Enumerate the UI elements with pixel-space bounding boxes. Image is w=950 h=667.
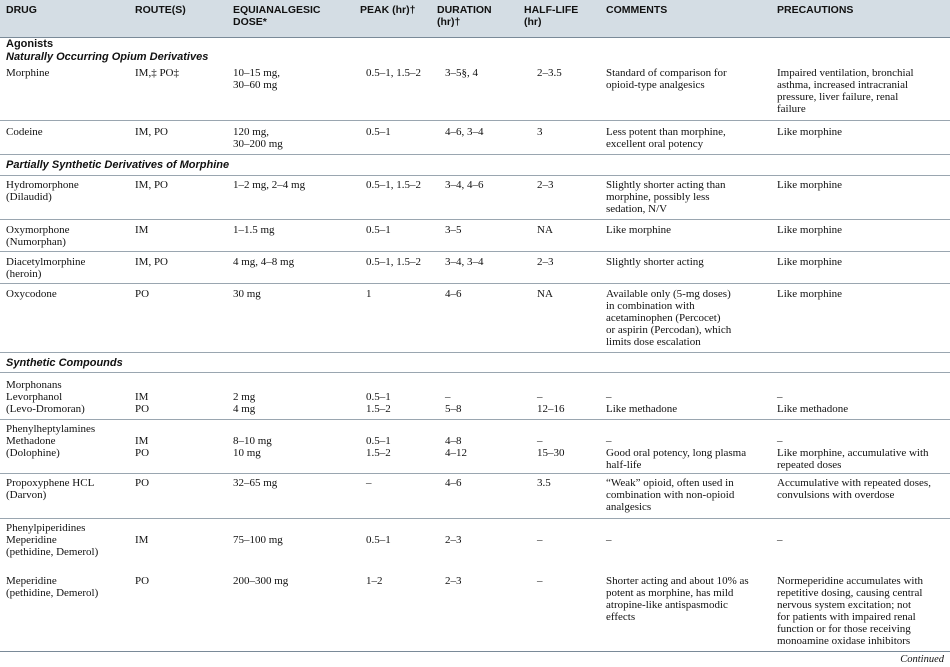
cell-comments: Like morphine xyxy=(606,224,672,236)
cell-duration: 3–5 xyxy=(445,224,462,236)
header-drug: DRUG xyxy=(6,4,37,16)
header-comments: COMMENTS xyxy=(606,4,668,16)
section-agonists: Agonists xyxy=(6,38,54,50)
header-routes: ROUTE(S) xyxy=(135,4,186,16)
cell-precautions: Like morphine xyxy=(777,126,843,138)
cell-dose: 200–300 mg xyxy=(233,575,289,587)
cell-precautions: Accumulative with repeated doses, convulsions with overdose xyxy=(777,477,931,501)
cell-comments: “Weak” opioid, often used in combination with non-opioid analgesics xyxy=(606,477,735,513)
cell-drug: Hydromorphone (Dilaudid) xyxy=(6,179,79,203)
cell-precautions: Normeperidine accumulates with repetitive dosing, causing central nervous system excitation; not for patients with impaired renal function or for those receiving monoamine oxidase inhibitors xyxy=(777,575,924,647)
cell-halflife: NA xyxy=(537,288,553,300)
cell-dose: 120 mg, 30–200 mg xyxy=(233,126,283,150)
cell-routes: IM PO xyxy=(135,391,150,415)
section-natural: Naturally Occurring Opium Derivatives xyxy=(6,51,209,63)
cell-dose: 2 mg 4 mg xyxy=(233,391,256,415)
cell-dose: 8–10 mg 10 mg xyxy=(233,435,272,459)
cell-comments: – Good oral potency, long plasma half-life xyxy=(606,435,747,471)
cell-routes: PO xyxy=(135,575,150,587)
header-precautions: PRECAUTIONS xyxy=(777,4,854,16)
cell-drug: Oxymorphone (Numorphan) xyxy=(6,224,70,248)
header-duration: DURATION (hr)† xyxy=(437,4,492,28)
cell-drug: Morphine xyxy=(6,67,50,79)
section-partial: Partially Synthetic Derivatives of Morphine xyxy=(6,159,230,171)
cell-precautions: Like morphine xyxy=(777,224,843,236)
cell-drug: Phenylheptylamines Methadone (Dolophine) xyxy=(6,423,96,459)
cell-routes: PO xyxy=(135,288,150,300)
continued-label: Continued xyxy=(900,654,944,665)
cell-halflife: 3 xyxy=(537,126,543,138)
cell-peak: – xyxy=(366,477,372,489)
cell-routes: IM, PO xyxy=(135,256,169,268)
cell-halflife: NA xyxy=(537,224,553,236)
cell-routes: IM PO xyxy=(135,435,150,459)
cell-duration: 2–3 xyxy=(445,534,462,546)
cell-precautions: – Like morphine, accumulative with repeated doses xyxy=(777,435,929,471)
cell-duration: 2–3 xyxy=(445,575,462,587)
cell-duration: 4–6 xyxy=(445,288,462,300)
cell-duration: 4–6, 3–4 xyxy=(445,126,484,138)
cell-dose: 10–15 mg, 30–60 mg xyxy=(233,67,281,91)
cell-comments: Available only (5-mg doses) in combination with acetaminophen (Percocet) or aspirin (Percodan), which limits dose escalation xyxy=(606,288,732,348)
cell-drug: Diacetylmorphine (heroin) xyxy=(6,256,86,280)
cell-precautions: Like morphine xyxy=(777,179,843,191)
cell-halflife: 3.5 xyxy=(537,477,551,489)
cell-halflife: – xyxy=(537,534,543,546)
cell-precautions: Like morphine xyxy=(777,256,843,268)
cell-halflife: 2–3 xyxy=(537,179,554,191)
cell-dose: 1–2 mg, 2–4 mg xyxy=(233,179,306,191)
cell-drug: Meperidine (pethidine, Demerol) xyxy=(6,575,99,599)
cell-routes: IM xyxy=(135,224,149,236)
cell-peak: 0.5–1 1.5–2 xyxy=(366,435,391,459)
cell-comments: Slightly shorter acting than morphine, possibly less sedation, N/V xyxy=(606,179,726,215)
table-header xyxy=(0,0,950,38)
header-dose: EQUIANALGESIC DOSE* xyxy=(233,4,321,28)
cell-comments: Less potent than morphine, excellent oral potency xyxy=(606,126,726,150)
cell-precautions: Like morphine xyxy=(777,288,843,300)
cell-comments: Shorter acting and about 10% as potent as morphine, has mild atropine-like antispasmodic effects xyxy=(606,575,749,623)
cell-peak: 0.5–1, 1.5–2 xyxy=(366,179,421,191)
cell-halflife: – 12–16 xyxy=(537,391,565,415)
cell-precautions: – Like methadone xyxy=(777,391,849,415)
header-halflife: HALF-LIFE (hr) xyxy=(524,4,579,28)
cell-dose: 4 mg, 4–8 mg xyxy=(233,256,295,268)
cell-duration: – 5–8 xyxy=(445,391,462,415)
cell-routes: IM xyxy=(135,534,149,546)
cell-precautions: – xyxy=(777,534,783,546)
cell-drug: Propoxyphene HCL (Darvon) xyxy=(6,477,95,501)
cell-halflife: – xyxy=(537,575,543,587)
cell-peak: 0.5–1 xyxy=(366,534,391,546)
cell-routes: IM, PO xyxy=(135,179,169,191)
cell-duration: 3–4, 3–4 xyxy=(445,256,484,268)
cell-dose: 32–65 mg xyxy=(233,477,278,489)
cell-peak: 0.5–1, 1.5–2 xyxy=(366,67,421,79)
cell-peak: 0.5–1 1.5–2 xyxy=(366,391,391,415)
cell-routes: IM, PO xyxy=(135,126,169,138)
cell-comments: Slightly shorter acting xyxy=(606,256,704,268)
cell-comments: Standard of comparison for opioid-type analgesics xyxy=(606,67,727,91)
cell-precautions: Impaired ventilation, bronchial asthma, increased intracranial pressure, liver failure, renal failure xyxy=(777,67,914,115)
cell-peak: 0.5–1 xyxy=(366,224,391,236)
cell-dose: 75–100 mg xyxy=(233,534,283,546)
cell-dose: 1–1.5 mg xyxy=(233,224,275,236)
cell-drug: Codeine xyxy=(6,126,43,138)
cell-peak: 1 xyxy=(366,288,372,300)
cell-comments: – xyxy=(606,534,612,546)
cell-duration: 4–8 4–12 xyxy=(445,435,467,459)
cell-comments: – Like methadone xyxy=(606,391,678,415)
header-peak: PEAK (hr)† xyxy=(360,4,416,16)
cell-peak: 0.5–1, 1.5–2 xyxy=(366,256,421,268)
cell-drug: Morphonans Levorphanol (Levo-Dromoran) xyxy=(6,379,85,415)
cell-duration: 3–4, 4–6 xyxy=(445,179,484,191)
cell-drug: Oxycodone xyxy=(6,288,57,300)
section-synthetic: Synthetic Compounds xyxy=(6,357,123,369)
cell-duration: 4–6 xyxy=(445,477,462,489)
cell-duration: 3–5§, 4 xyxy=(445,67,478,79)
cell-dose: 30 mg xyxy=(233,288,261,300)
cell-peak: 0.5–1 xyxy=(366,126,391,138)
cell-halflife: – 15–30 xyxy=(537,435,565,459)
cell-halflife: 2–3 xyxy=(537,256,554,268)
cell-peak: 1–2 xyxy=(366,575,383,587)
cell-routes: IM,‡ PO‡ xyxy=(135,67,180,79)
cell-routes: PO xyxy=(135,477,150,489)
cell-halflife: 2–3.5 xyxy=(537,67,562,79)
cell-drug: Phenylpiperidines Meperidine (pethidine, Demerol) xyxy=(6,522,99,558)
